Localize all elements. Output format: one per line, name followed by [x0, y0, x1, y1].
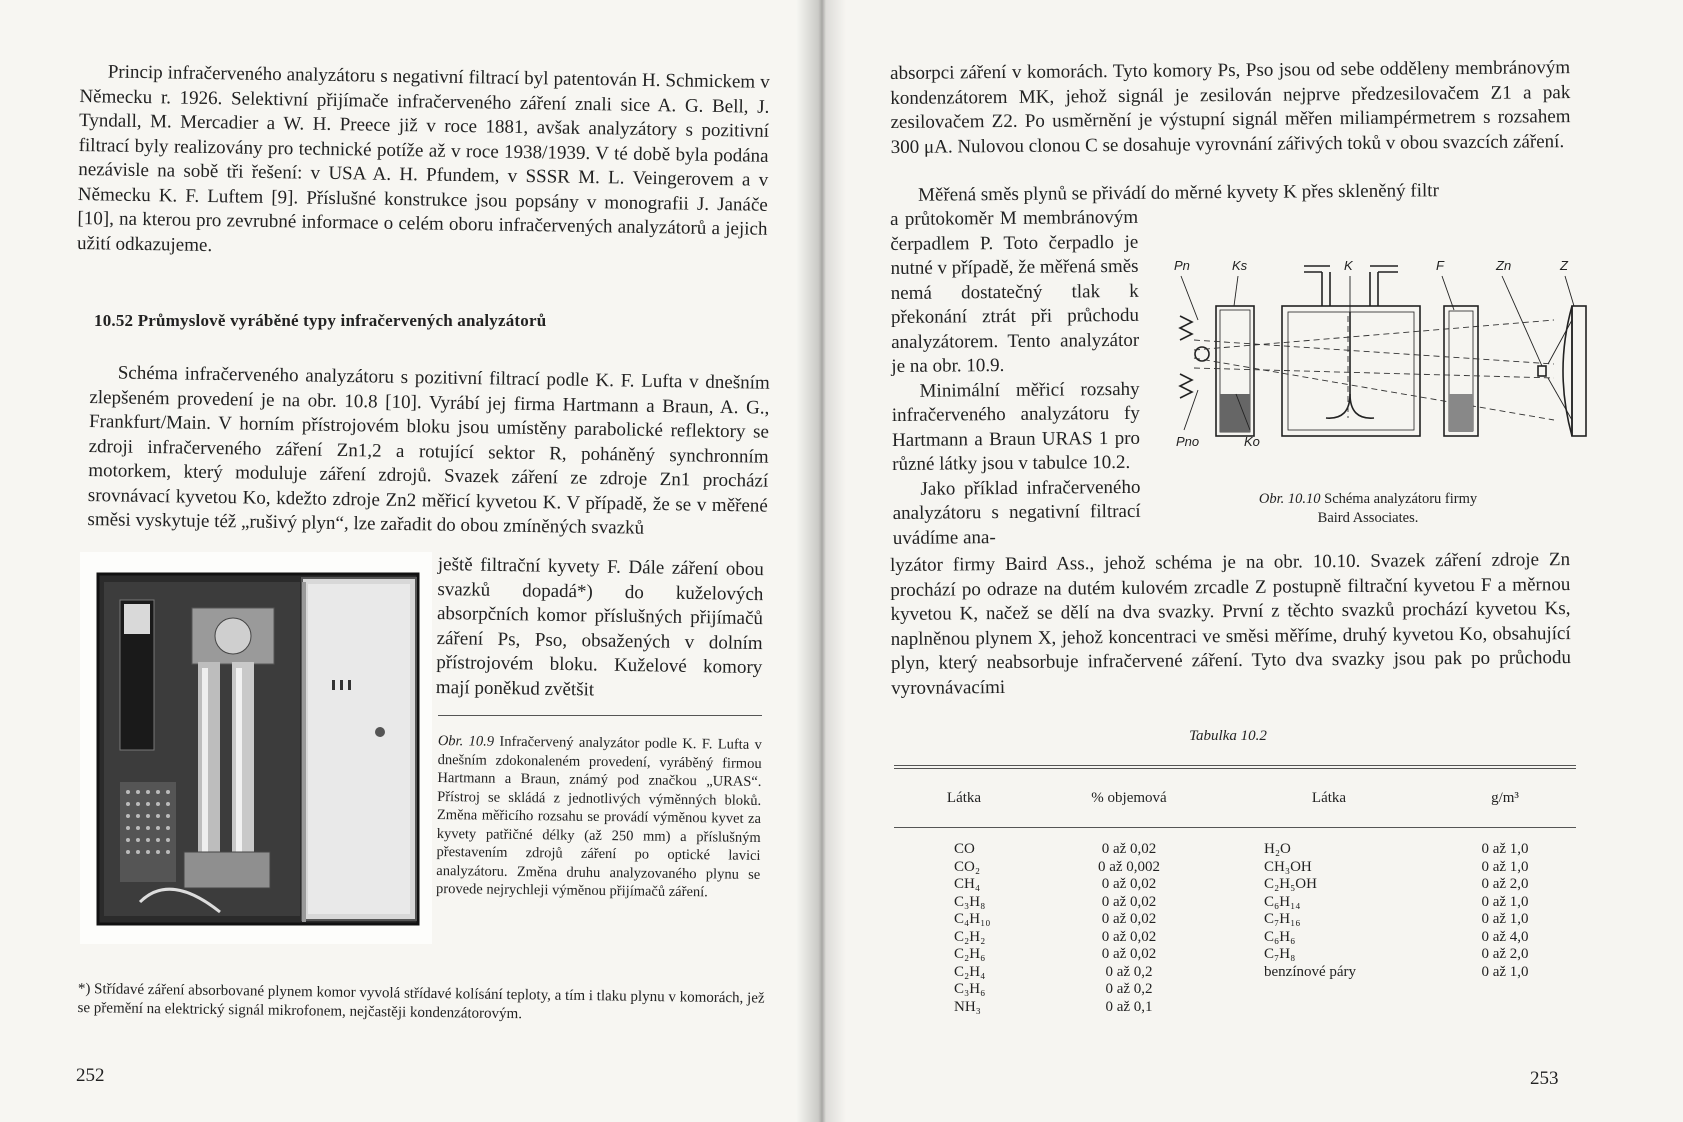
label-ks: Ks: [1232, 258, 1248, 273]
column-latka-2: H₂O CH₃OH C₂H₅OH C₆H₁₄ C₇H₁₆ C₆H₆ C₇H₈ benzínové páry: [1264, 841, 1357, 980]
left-intro-paragraph: [77, 60, 770, 267]
label-zn: Zn: [1496, 258, 1512, 273]
left-wrap-paragraph: [436, 553, 764, 705]
right-page: [818, 0, 1683, 1122]
header-latka-2: Látka: [1311, 789, 1347, 806]
right-paragraph-4-lead: Jako příklad infračerveného analyzátoru s negativní filtrací uvádíme ana-: [892, 476, 1141, 549]
footnote: *) Střídavé záření absorbované plynem komor vyvolá střídavé kolísání teploty, a tím i tlaku plynu v komorách, jež se přemění na elektrický signál mikrofonem, nejčastěji kondenzátorovým.: [77, 980, 765, 1023]
header-gm3: g/m³: [1491, 789, 1519, 806]
header-objemova: % objemová: [1091, 789, 1167, 806]
label-f: F: [1436, 258, 1444, 273]
page-number-left: 252: [76, 1065, 105, 1086]
figure-10-9-label: Obr. 10.9: [437, 732, 495, 750]
table-header-row: [894, 769, 1576, 827]
column-gm3: 0 až 1,0 0 až 1,0 0 až 2,0 0 až 1,0 0 až 1,0 0 až 4,0 0 až 2,0 0 až 1,0: [1481, 841, 1529, 980]
right-paragraph-1: absorpci záření v komorách. Tyto komory Ps, Pso jsou od sebe odděleny membránovým kondenzátorem MK, jehož signál je zesilován nejprve předzesilovačem Z1 a pak zesilovačem Z2. Po usměrnění je výstupní signál měřen miliampérmetrem s rozsahem 300 μA. Nulovou clonou C se dosahuje vyrovnání zářivých toků v obou svazcích záření.: [890, 57, 1571, 158]
left-page: [0, 0, 818, 1122]
left-paragraph-3: ještě filtrační kyvety F. Dále záření obou svazků dopadá*) do kuželových absorpčních komor příslušných přijímačů záření Ps, Pso, obsažených v dolním přístrojovém bloku. Kuželové komory mají poněkud zvětšit: [435, 553, 764, 700]
figure-10-10-caption: [1258, 490, 1478, 527]
left-paragraph-2: Schéma infračerveného analyzátoru s pozitivní filtrací podle K. F. Lufta v dnešním zlepšeném provedení je na obr. 10.8 [10]. Vyrábí jej firma Hartmann a Braun, A. G., Frankfurt/Main. V horním přístrojovém bloku jsou umístěny parabolické reflektory se zdroji infračerveného záření Zn1,2 a rotující sektor R, poháněný synchronním motorkem, který moduluje záření zdrojů. Svazek záření ze zdroje Zn1 prochází srovnávací kyvetou Ko, kdežto zdroje Zn2 měřicí kyvetou K. V případě, že se v měřené směsi vyskytuje též „rušivý plyn“, lze zařadit do obou zmíněných svazků: [87, 362, 770, 539]
caption-rule: [438, 715, 762, 716]
analyzer-photo: [80, 552, 432, 944]
column-objemova: 0 až 0,02 0 až 0,002 0 až 0,02 0 až 0,02 0 až 0,02 0 až 0,02 0 až 0,02 0 až 0,2 0 až 0,2 0 až 0,1: [1097, 841, 1161, 1015]
book-gutter: [796, 0, 846, 1122]
right-paragraph-2-lead: Měřená směs plynů se přivádí do měrné kyvety K přes skleněný filtr: [918, 180, 1439, 206]
table-body-row: [894, 827, 1576, 1016]
figure-10-10-label: Obr. 10.10: [1258, 491, 1321, 507]
header-latka-1: Látka: [946, 789, 982, 806]
right-paragraph-3: Minimální měřicí rozsahy infračerveného analyzátoru fy Hartmann a Braun URAS 1 pro různé látky jsou v tabulce 10.2.: [891, 378, 1141, 475]
column-latka-1: CO CO₂ CH₄ C₃H₈ C₄H₁₀ C₂H₂ C₂H₆ C₂H₄ C₃H₆ NH₃: [954, 841, 991, 1015]
label-pno: Pno: [1176, 434, 1200, 449]
label-ko: Ko: [1244, 434, 1260, 449]
label-z: Z: [1560, 258, 1568, 273]
figure-10-10-text: Schéma analyzátoru firmy Baird Associates.: [1317, 491, 1478, 526]
baird-schematic-diagram: [1154, 244, 1594, 484]
section-heading: 10.52 Průmyslově vyráběné typy infračervených analyzátorů: [94, 311, 547, 330]
table-caption: Tabulka 10.2: [1189, 728, 1267, 744]
right-paragraph-2: a průtokoměr M membránovým čerpadlem P. Toto čerpadlo je nutné v případě, že měřená směs nemá dostatečný tlak k překonání ztrát při průchodu analyzátorem. Tento analyzátor je na obr. 10.9.: [890, 206, 1140, 377]
figure-10-9-text: Infračervený analyzátor podle K. F. Lufta v dnešním zdokonaleném provedení, vyráběný firmou Hartmann a Braun, známý pod značkou „URAS“. Přístroj se skládá z jednotlivých výměnných bloků. Změna měřicího rozsahu se provádí výměnou kyvet za kyvety patřičné délky (až 250 mm) a příslušným přestavením zdrojů záření po optické lavici analyzátoru. Změna druhu analyzovaného plynu se provede nejrychleji výměnou přijímačů záření.: [435, 733, 762, 901]
left-body-paragraph: [87, 361, 770, 543]
label-pn: Pn: [1174, 258, 1190, 273]
figure-10-9-caption: [436, 732, 762, 902]
page-number-right: 253: [1530, 1068, 1559, 1089]
data-table: [894, 769, 1576, 1016]
label-k: K: [1344, 258, 1353, 273]
table-top-rule: [894, 765, 1576, 766]
right-paragraph-4: lyzátor firmy Baird Ass., jehož schéma je na obr. 10.10. Svazek záření zdroje Zn prochází po odraze na dutém kulovém zrcadle Z postupně filtrační kyvetou F a měrnou kyvetou K, načež se dělí na dva svazky. První z těchto svazků prochází kyvetou Ks, naplněnou plynem X, jehož koncentraci ve směsi měříme, druhý kyvetou Ko, obsahující plyn, který neabsorbuje infračervené záření. Tyto dva svazky jsou pak po průchodu vyrovnávacími: [890, 549, 1572, 699]
right-narrow-column: [890, 206, 1141, 551]
left-paragraph-1: Princip infračerveného analyzátoru s negativní filtrací byl patentován H. Schmickem v Německu r. 1926. Selektivní přijímače infračerveného záření znali sice A. G. Bell, J. Tyndall, M. Mercadier a W. H. Preece již v roce 1881, avšak analyzátory s pozitivní filtrací byly realizovány pro technické potíže až v roce 1938/1939. V té době byla podána nezávisle na sobě tři řešení: v USA A. H. Pfundem, v SSSR M. L. Veingerovem a v Německu K. F. Luftem [9]. Příslušné konstrukce jsou popsány v monografii J. Janáče [10], na kterou pro zevrubné informace o celém oboru infračervených analyzátorů a jejich užití odkazujeme.: [76, 61, 770, 256]
